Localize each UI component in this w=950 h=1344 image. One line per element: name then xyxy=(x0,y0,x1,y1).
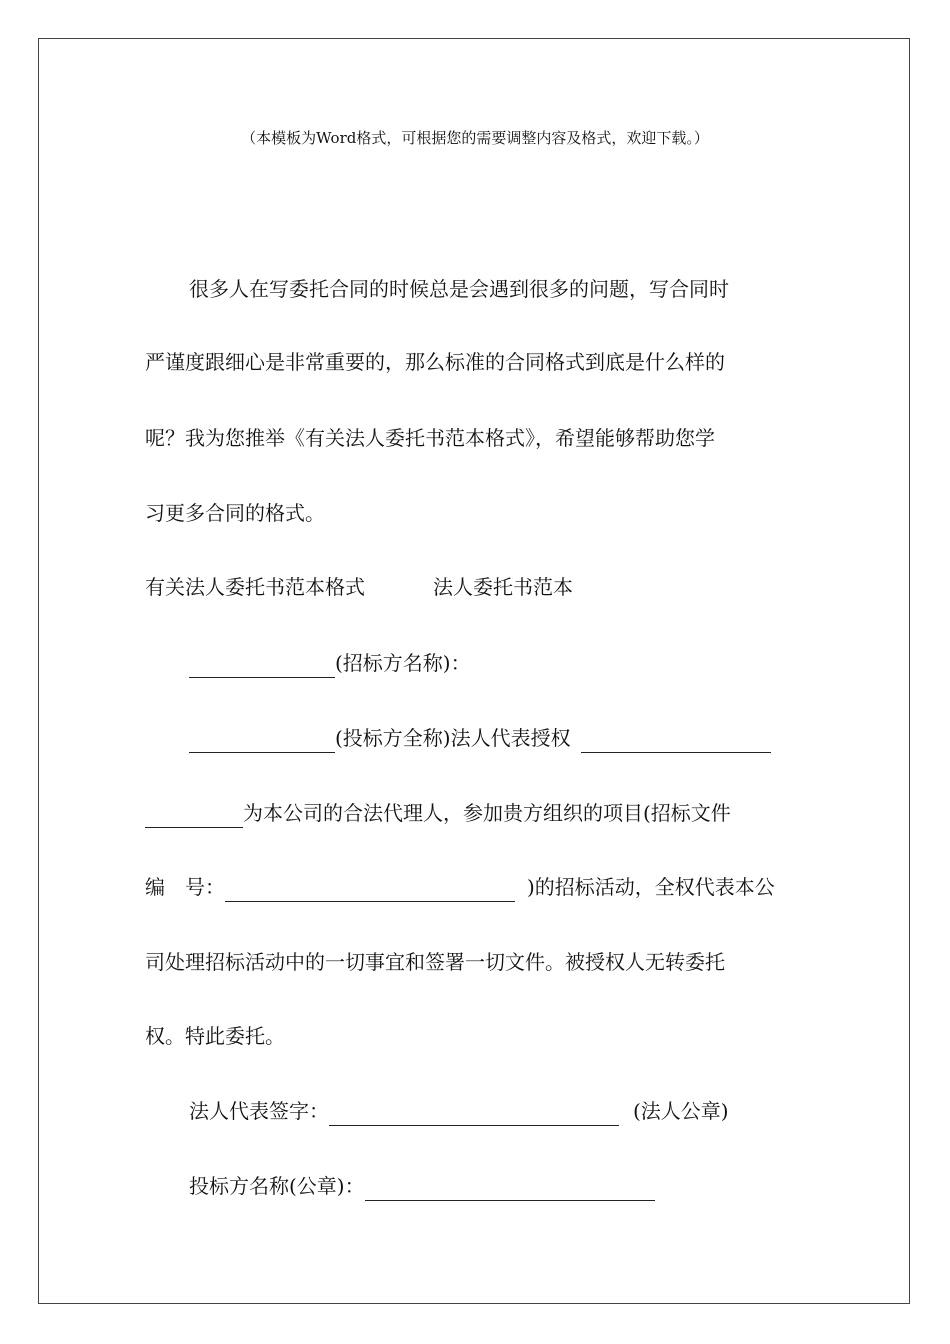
signature-blank[interactable] xyxy=(329,1103,619,1126)
document-title: 有关法人委托书范本格式 xyxy=(145,575,365,599)
intro-line-3: 呢？我为您推举《有关法人委托书范本格式》，希望能够帮助您学 xyxy=(145,426,715,450)
bidder-seal-row xyxy=(189,1171,869,1201)
tender-number-label: 编 号： xyxy=(145,875,225,899)
representative-name-blank[interactable] xyxy=(581,730,771,753)
document-subtitle: 法人委托书范本 xyxy=(433,575,573,599)
intro-line-1: 很多人在写委托合同的时候总是会遇到很多的问题，写合同时 xyxy=(189,277,729,301)
appoint-row xyxy=(145,798,825,828)
bidder-authorize-label: (投标方全称)法人代表授权 xyxy=(335,726,571,750)
intro-line-4: 习更多合同的格式。 xyxy=(145,501,325,525)
bidder-row xyxy=(189,723,869,753)
appoint-text: 为本公司的合法代理人，参加贵方组织的项目(招标文件 xyxy=(243,801,731,825)
intro-line-2: 严谨度跟细心是非常重要的，那么标准的合同格式到底是什么样的 xyxy=(145,350,725,374)
recipient-name-blank[interactable] xyxy=(189,655,335,678)
title-row xyxy=(145,572,825,602)
body-line-2: 权。特此委托。 xyxy=(145,1024,285,1048)
agent-name-blank[interactable] xyxy=(145,805,243,828)
seal-label: (法人公章) xyxy=(633,1099,729,1123)
bidder-seal-blank[interactable] xyxy=(365,1178,655,1201)
recipient-row xyxy=(189,648,869,678)
tender-number-row xyxy=(145,872,825,902)
recipient-label: (招标方名称)： xyxy=(335,651,471,675)
template-notice: （本模板为Word格式，可根据您的需要调整内容及格式，欢迎下载。） xyxy=(241,129,709,147)
signature-row xyxy=(189,1096,869,1126)
signature-label: 法人代表签字： xyxy=(189,1099,329,1123)
tender-number-blank[interactable] xyxy=(225,879,515,902)
bidder-seal-label: 投标方名称(公章)： xyxy=(189,1174,365,1198)
bidder-name-blank[interactable] xyxy=(189,730,335,753)
body-line-1: 司处理招标活动中的一切事宜和签署一切文件。被授权人无转委托 xyxy=(145,950,725,974)
tender-number-tail: )的招标活动，全权代表本公 xyxy=(527,875,775,899)
